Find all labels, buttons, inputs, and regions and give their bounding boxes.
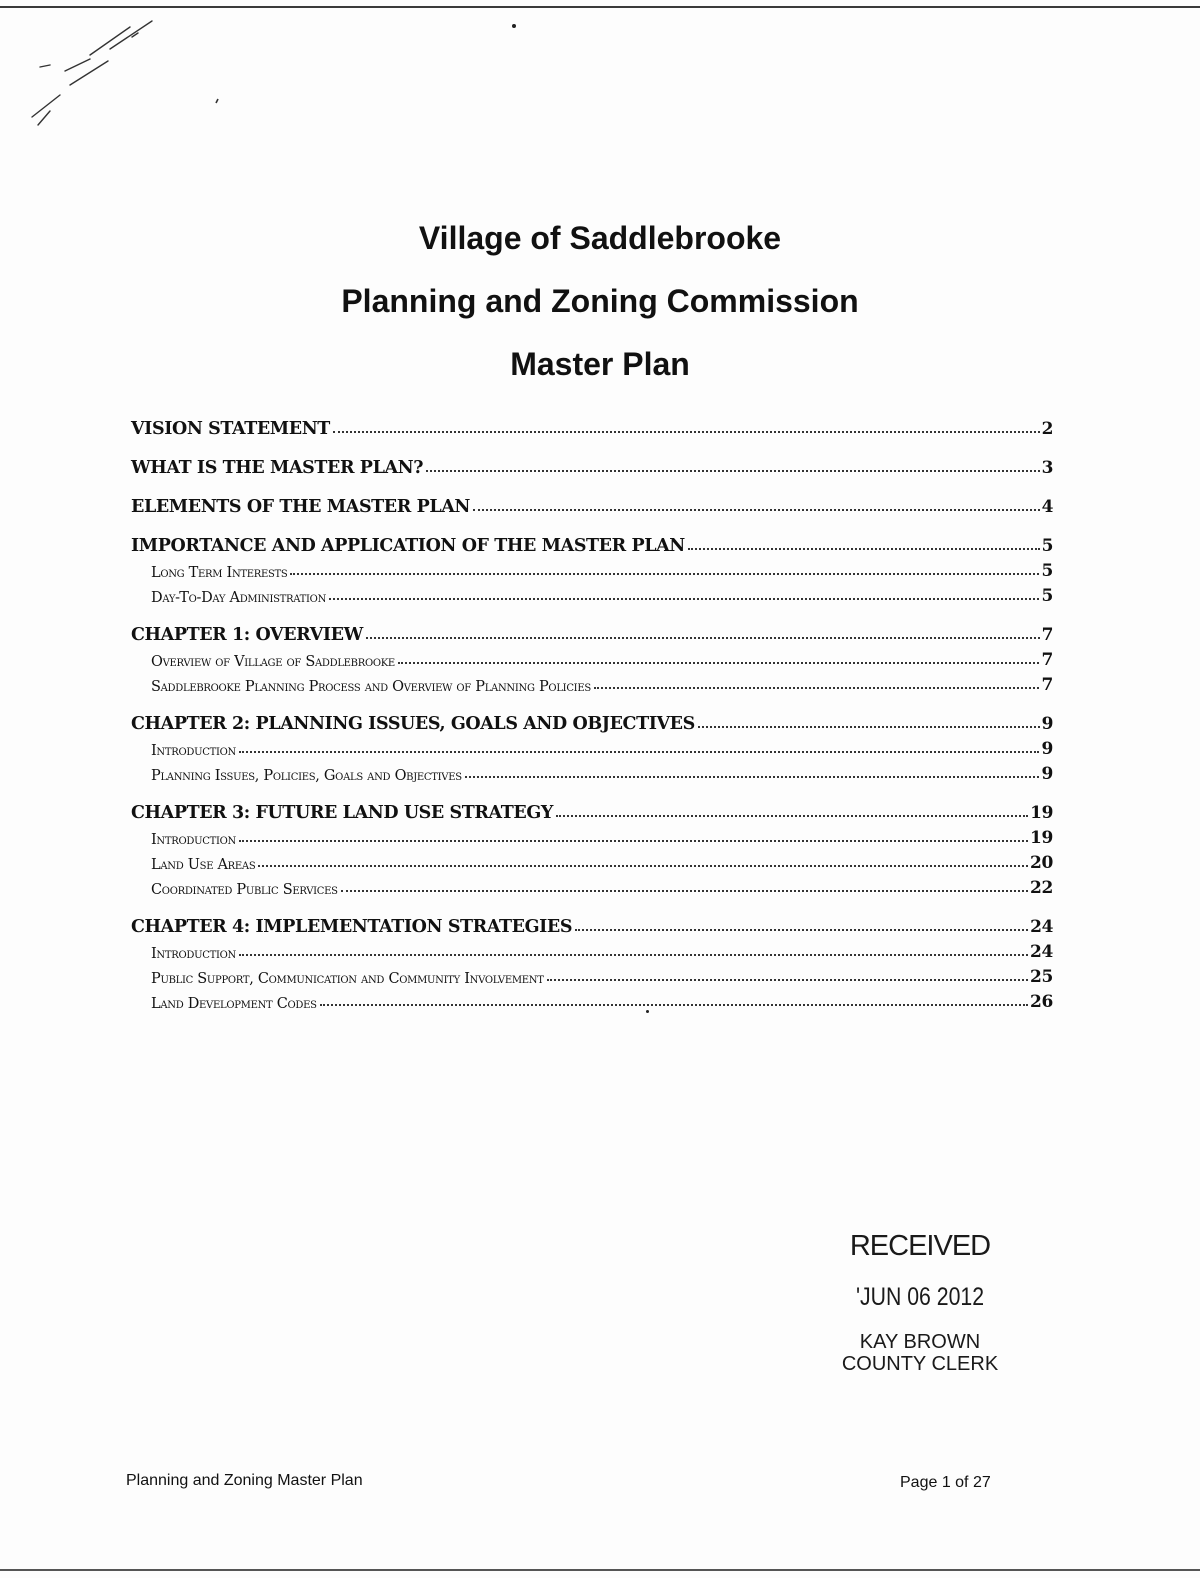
- toc-leader-dots: [398, 662, 1040, 664]
- toc-entry-label: ELEMENTS OF THE MASTER PLAN: [131, 497, 471, 517]
- toc-entry-label: Day-To-Day Administration: [151, 590, 327, 606]
- toc-subsection-entry: [131, 848, 1053, 873]
- toc-entry-page-number: 5: [1041, 586, 1053, 606]
- title-commission: Planning and Zoning Commission: [341, 283, 859, 319]
- toc-subsection-entry: [131, 556, 1053, 581]
- document-title-block: [0, 218, 1200, 407]
- footer-page-number: Page 1 of 27: [900, 1474, 991, 1491]
- toc-section-entry: [131, 491, 1053, 517]
- toc-entry-page-number: 7: [1041, 625, 1053, 645]
- toc-leader-dots: [688, 548, 1040, 550]
- toc-entry-label: Saddlebrooke Planning Process and Overview of Planning Policies: [151, 679, 591, 695]
- toc-entry-label: Public Support, Communication and Community Involvement: [151, 971, 544, 987]
- toc-leader-dots: [366, 637, 1040, 639]
- scan-edge-bottom: [0, 1569, 1200, 1571]
- table-of-contents: [131, 413, 1053, 1012]
- toc-entry-label: Land Development Codes: [151, 996, 317, 1012]
- toc-subsection-entry: [131, 873, 1053, 898]
- toc-entry-label: VISION STATEMENT: [131, 419, 330, 439]
- footer-document-name: Planning and Zoning Master Plan: [126, 1472, 363, 1489]
- toc-entry-page-number: 25: [1029, 967, 1053, 987]
- toc-entry-page-number: 4: [1041, 497, 1053, 517]
- toc-leader-dots: [547, 979, 1028, 981]
- toc-section-entry: [131, 911, 1053, 937]
- toc-subsection-entry: [131, 823, 1053, 848]
- toc-entry-page-number: 7: [1041, 675, 1053, 695]
- toc-entry-page-number: 2: [1041, 419, 1053, 439]
- title-master-plan: Master Plan: [510, 346, 690, 382]
- toc-entry-page-number: 5: [1041, 561, 1053, 581]
- toc-leader-dots: [473, 509, 1040, 511]
- toc-entry-label: Introduction: [151, 832, 236, 848]
- toc-subsection-entry: [131, 937, 1053, 962]
- toc-leader-dots: [239, 840, 1028, 842]
- toc-entry-page-number: 9: [1041, 764, 1053, 784]
- toc-entry-label: IMPORTANCE AND APPLICATION OF THE MASTER PLAN: [131, 536, 685, 556]
- title-village: Village of Saddlebrooke: [418, 220, 782, 256]
- toc-section-entry: [131, 530, 1053, 556]
- stamp-date: 'JUN 06 2012: [855, 1283, 985, 1311]
- toc-section-entry: [131, 413, 1053, 439]
- toc-entry-page-number: 19: [1029, 828, 1053, 848]
- toc-entry-label: Land Use Areas: [151, 857, 256, 873]
- toc-leader-dots: [239, 751, 1040, 753]
- scan-edge-top: [0, 6, 1200, 8]
- toc-entry-page-number: 5: [1041, 536, 1053, 556]
- toc-leader-dots: [333, 431, 1040, 433]
- toc-leader-dots: [594, 687, 1040, 689]
- toc-subsection-entry: [131, 962, 1053, 987]
- toc-entry-page-number: 9: [1041, 714, 1053, 734]
- toc-entry-page-number: 24: [1030, 917, 1053, 937]
- stamp-clerk-name: KAY BROWN: [859, 1331, 981, 1353]
- toc-leader-dots: [329, 598, 1039, 600]
- toc-section-entry: [131, 708, 1053, 734]
- stamp-clerk-office: COUNTY CLERK: [841, 1353, 999, 1375]
- pen-scribble-mark: [20, 15, 260, 135]
- toc-subsection-entry: [131, 759, 1053, 784]
- toc-leader-dots: [698, 726, 1040, 728]
- toc-entry-label: Introduction: [151, 743, 236, 759]
- toc-entry-label: Overview of Village of Saddlebrooke: [151, 654, 395, 670]
- scan-speck: [512, 24, 516, 28]
- toc-leader-dots: [258, 865, 1028, 867]
- toc-entry-page-number: 26: [1029, 992, 1053, 1012]
- toc-leader-dots: [465, 776, 1040, 778]
- toc-entry-label: CHAPTER 3: FUTURE LAND USE STRATEGY: [131, 803, 553, 823]
- toc-leader-dots: [575, 929, 1028, 931]
- toc-entry-label: Coordinated Public Services: [151, 882, 338, 898]
- toc-entry-label: CHAPTER 2: PLANNING ISSUES, GOALS AND OBJECTIVES: [131, 714, 695, 734]
- toc-subsection-entry: [131, 645, 1053, 670]
- toc-entry-page-number: 7: [1041, 650, 1053, 670]
- toc-entry-label: CHAPTER 1: OVERVIEW: [131, 625, 363, 645]
- toc-leader-dots: [556, 815, 1028, 817]
- toc-leader-dots: [341, 890, 1028, 892]
- toc-leader-dots: [426, 470, 1039, 472]
- toc-leader-dots: [239, 954, 1028, 956]
- toc-section-entry: [131, 452, 1053, 478]
- toc-entry-page-number: 24: [1029, 942, 1053, 962]
- toc-leader-dots: [320, 1004, 1028, 1006]
- toc-entry-page-number: 22: [1029, 878, 1053, 898]
- toc-entry-page-number: 19: [1030, 803, 1053, 823]
- toc-entry-label: WHAT IS THE MASTER PLAN?: [131, 458, 424, 478]
- toc-subsection-entry: [131, 670, 1053, 695]
- toc-entry-label: CHAPTER 4: IMPLEMENTATION STRATEGIES: [131, 917, 573, 937]
- toc-subsection-entry: [131, 581, 1053, 606]
- toc-entry-page-number: 20: [1029, 853, 1053, 873]
- toc-section-entry: [131, 619, 1053, 645]
- toc-subsection-entry: [131, 734, 1053, 759]
- received-stamp: [800, 1228, 1040, 1375]
- toc-entry-page-number: 9: [1041, 739, 1053, 759]
- stamp-received-text: RECEIVED: [849, 1230, 991, 1262]
- toc-subsection-entry: [131, 987, 1053, 1012]
- toc-entry-label: Long Term Interests: [151, 565, 288, 581]
- toc-leader-dots: [290, 573, 1039, 575]
- toc-entry-page-number: 3: [1041, 458, 1053, 478]
- toc-section-entry: [131, 797, 1053, 823]
- toc-entry-label: Introduction: [151, 946, 236, 962]
- toc-entry-label: Planning Issues, Policies, Goals and Objectives: [151, 768, 462, 784]
